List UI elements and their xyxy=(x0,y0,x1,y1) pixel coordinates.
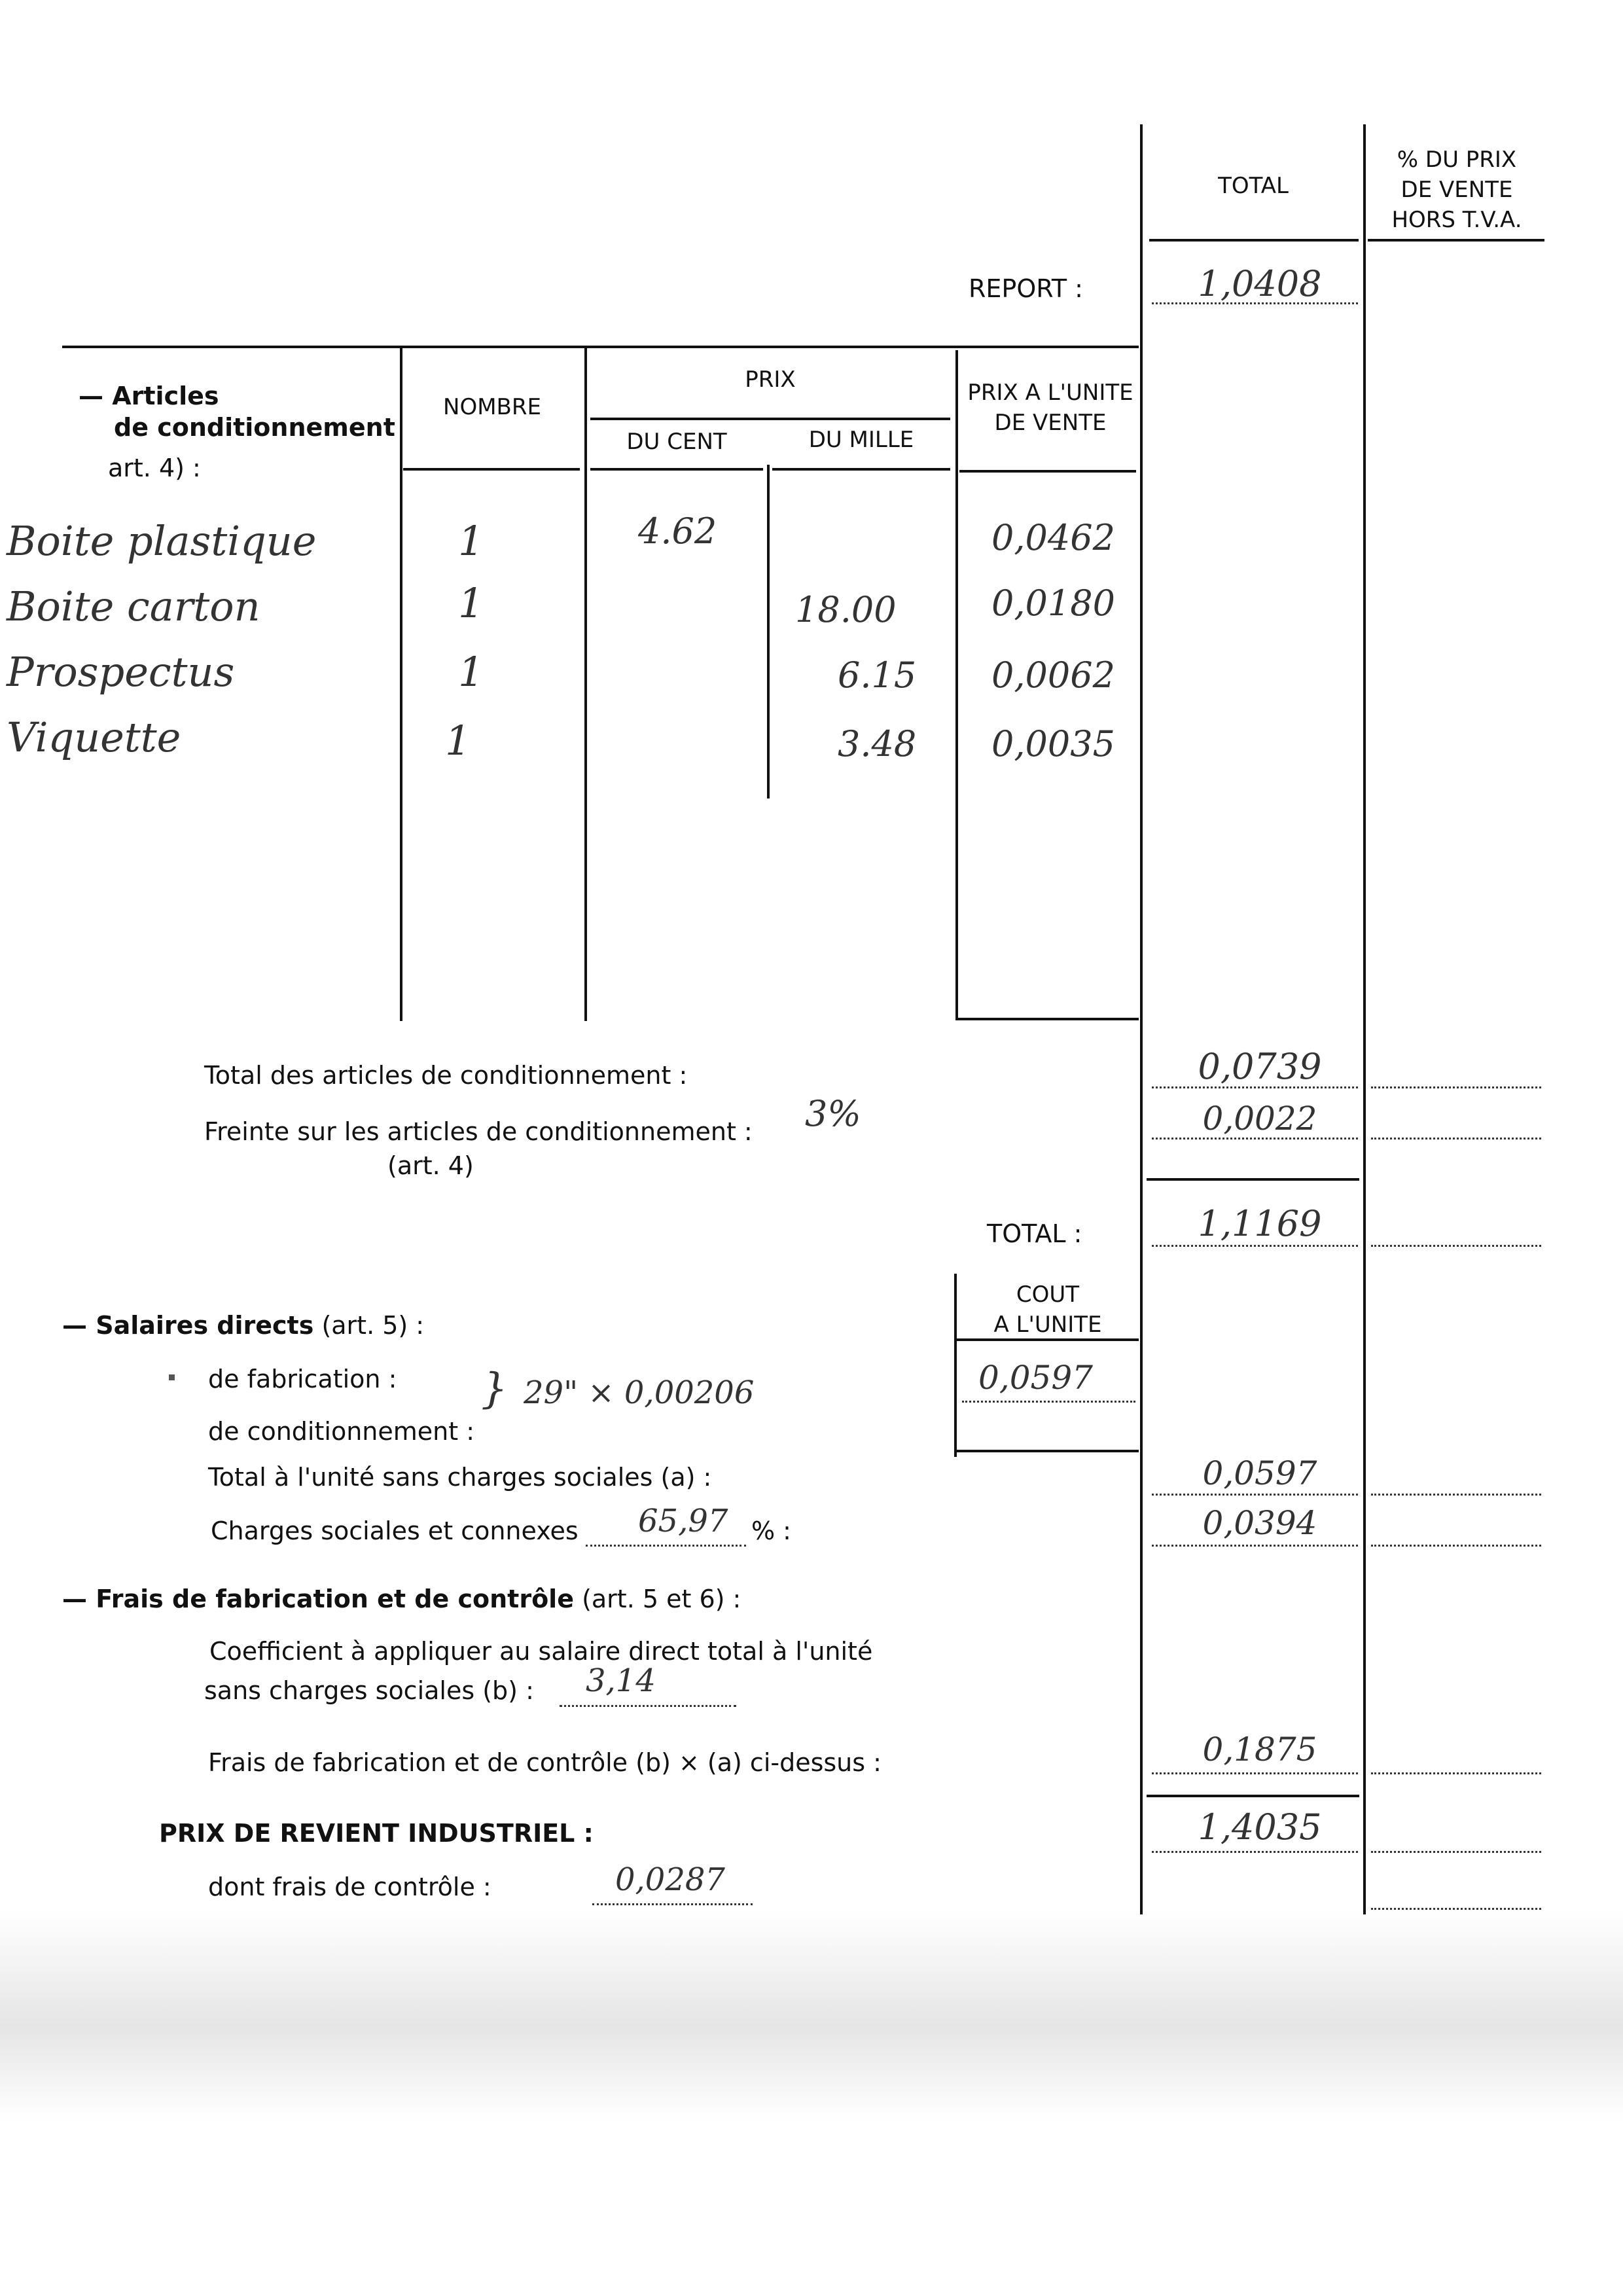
prix-revient-label: PRIX DE REVIENT INDUSTRIEL : xyxy=(159,1819,594,1848)
unite-col-left xyxy=(955,350,958,1019)
charges-sociales-pct-rule xyxy=(1371,1545,1541,1547)
charges-sociales-value[interactable]: 0,0394 xyxy=(1202,1504,1317,1542)
total-header: TOTAL xyxy=(1218,173,1289,199)
article-row-3-name[interactable]: Prospectus xyxy=(7,648,235,696)
page-curl-shadow xyxy=(0,1911,1623,2121)
freinte-pct-rule xyxy=(1371,1138,1541,1139)
articles-title: — Articles xyxy=(79,382,219,410)
sans-charges-label: Total à l'unité sans charges sociales (a) : xyxy=(208,1463,712,1492)
cout-value-rule xyxy=(962,1401,1135,1403)
dont-controle-value[interactable]: 0,0287 xyxy=(615,1861,725,1898)
article-row-1-nombre[interactable]: 1 xyxy=(458,517,484,565)
du-mille-col-left xyxy=(767,465,770,798)
sans-charges-rule xyxy=(1152,1494,1358,1496)
nombre-header-rule xyxy=(403,468,580,471)
du-mille-header: DU MILLE xyxy=(808,427,914,453)
charges-sociales-label: Charges sociales et connexes xyxy=(211,1516,579,1545)
frais-art-ref: (art. 5 et 6) : xyxy=(582,1585,741,1613)
cout-box-bottom-rule xyxy=(957,1450,1139,1452)
nombre-col-left xyxy=(400,347,402,1021)
grand-total-rule xyxy=(1152,1245,1358,1247)
dont-controle-label: dont frais de contrôle : xyxy=(208,1873,491,1901)
grand-total-pct-rule xyxy=(1371,1245,1541,1247)
articles-title-2: de conditionnement xyxy=(114,413,395,442)
du-mille-header-rule xyxy=(772,468,950,471)
article-row-2-du-mille[interactable]: 18.00 xyxy=(795,589,897,630)
prix-revient-value[interactable]: 1,4035 xyxy=(1198,1806,1322,1848)
frais-controle-rule xyxy=(1152,1772,1358,1774)
coefficient-label: Coefficient à appliquer au salaire direct total à l'unité xyxy=(209,1637,873,1666)
articles-total-rule xyxy=(1152,1086,1358,1088)
pct-column-rule-left xyxy=(1363,124,1366,1914)
cout-unite-header xyxy=(957,1280,1139,1340)
charges-sociales-rule xyxy=(1152,1545,1358,1547)
pct-prix-line-3: HORS T.V.A. xyxy=(1391,206,1522,233)
prix-revient-pct-rule xyxy=(1371,1851,1541,1853)
article-row-3-nombre[interactable]: 1 xyxy=(458,648,484,696)
cout-value[interactable]: 0,0597 xyxy=(978,1359,1093,1397)
unite-header-line-1: PRIX A L'UNITE xyxy=(967,380,1133,406)
sans-charges-pct-rule xyxy=(1371,1494,1541,1496)
report-label: REPORT : xyxy=(969,274,1083,303)
article-row-4-nombre[interactable]: 1 xyxy=(445,717,471,764)
charges-sociales-pct[interactable]: 65,97 xyxy=(638,1503,728,1539)
articles-total-label: Total des articles de conditionnement : xyxy=(204,1061,688,1090)
dont-controle-underline xyxy=(592,1903,753,1905)
frais-title-text: — Frais de fabrication et de contrôle xyxy=(62,1585,574,1613)
article-row-3-du-mille[interactable]: 6.15 xyxy=(838,655,917,696)
pct-prix-header xyxy=(1365,145,1548,236)
pct-prix-line-2: DE VENTE xyxy=(1400,176,1513,203)
article-row-4-unite[interactable]: 0,0035 xyxy=(991,723,1115,764)
prix-header: PRIX xyxy=(745,367,796,393)
prix-subheader-rule xyxy=(590,418,950,420)
frais-controle-label: Frais de fabrication et de contrôle (b) × (a) ci-dessus : xyxy=(208,1748,882,1777)
freinte-bottom-rule xyxy=(1147,1178,1359,1181)
unite-header-line-2: DE VENTE xyxy=(994,409,1107,436)
article-row-2-name[interactable]: Boite carton xyxy=(7,583,260,630)
frais-controle-value[interactable]: 0,1875 xyxy=(1202,1731,1317,1768)
salaires-art-ref: (art. 5) : xyxy=(321,1311,425,1340)
article-row-4-du-mille[interactable]: 3.48 xyxy=(838,723,917,764)
cout-unite-line-2: A L'UNITE xyxy=(993,1311,1102,1338)
report-value-rule xyxy=(1152,302,1358,304)
articles-top-rule xyxy=(62,346,1139,348)
prix-col-left xyxy=(584,347,587,1021)
grand-total-label: TOTAL : xyxy=(987,1219,1082,1248)
article-row-2-nombre[interactable]: 1 xyxy=(458,579,484,627)
unite-bottom-rule xyxy=(955,1018,1139,1020)
cout-unite-line-1: COUT xyxy=(1016,1282,1080,1308)
total-header-rule xyxy=(1149,239,1359,242)
unite-header xyxy=(957,378,1144,439)
articles-total-pct-rule xyxy=(1371,1086,1541,1088)
coefficient-value[interactable]: 3,14 xyxy=(586,1662,656,1699)
salaires-title xyxy=(62,1310,424,1342)
freinte-value-rule xyxy=(1152,1138,1358,1139)
frais-title xyxy=(62,1584,741,1615)
freinte-art-ref: (art. 4) xyxy=(387,1151,474,1180)
fabrication-label: de fabrication : xyxy=(208,1365,397,1393)
articles-art-ref: art. 4) : xyxy=(108,454,201,482)
frais-bottom-rule xyxy=(1147,1795,1359,1797)
freinte-label: Freinte sur les articles de conditionnement : xyxy=(204,1117,753,1146)
freinte-value[interactable]: 0,0022 xyxy=(1202,1100,1317,1138)
dont-controle-pct-rule xyxy=(1371,1908,1541,1910)
article-row-1-du-cent[interactable]: 4.62 xyxy=(638,511,717,552)
charges-pct-underline xyxy=(586,1545,746,1547)
articles-total-value[interactable]: 0,0739 xyxy=(1198,1046,1322,1087)
article-row-1-unite[interactable]: 0,0462 xyxy=(991,517,1115,558)
salaires-title-text: — Salaires directs xyxy=(62,1311,314,1340)
article-row-2-unite[interactable]: 0,0180 xyxy=(991,583,1115,624)
article-row-1-name[interactable]: Boite plastique xyxy=(7,517,317,565)
du-cent-header: DU CENT xyxy=(626,429,727,455)
nombre-header: NOMBRE xyxy=(443,394,541,420)
pct-prix-line-1: % DU PRIX xyxy=(1397,147,1517,173)
coefficient-underline xyxy=(560,1705,736,1707)
du-cent-header-rule xyxy=(590,468,763,471)
brace-symbol: } xyxy=(481,1365,508,1413)
bullet-dot xyxy=(169,1374,175,1380)
report-value[interactable]: 1,0408 xyxy=(1198,263,1322,304)
freinte-percentage[interactable]: 3% xyxy=(805,1093,861,1134)
conditionnement-label: de conditionnement : xyxy=(208,1417,474,1446)
article-row-3-unite[interactable]: 0,0062 xyxy=(991,655,1115,696)
sans-charges-value[interactable]: 0,0597 xyxy=(1202,1454,1317,1492)
grand-total-value[interactable]: 1,1169 xyxy=(1198,1203,1322,1244)
prix-revient-rule xyxy=(1152,1851,1358,1853)
salaires-formula[interactable]: 29" × 0,00206 xyxy=(524,1374,755,1411)
article-row-4-name[interactable]: Viquette xyxy=(7,713,181,761)
coefficient-label-2: sans charges sociales (b) : xyxy=(204,1676,534,1705)
pct-header-rule xyxy=(1368,239,1544,242)
frais-controle-pct-rule xyxy=(1371,1772,1541,1774)
unite-header-rule xyxy=(959,470,1136,473)
charges-sociales-suffix: % : xyxy=(751,1516,791,1545)
